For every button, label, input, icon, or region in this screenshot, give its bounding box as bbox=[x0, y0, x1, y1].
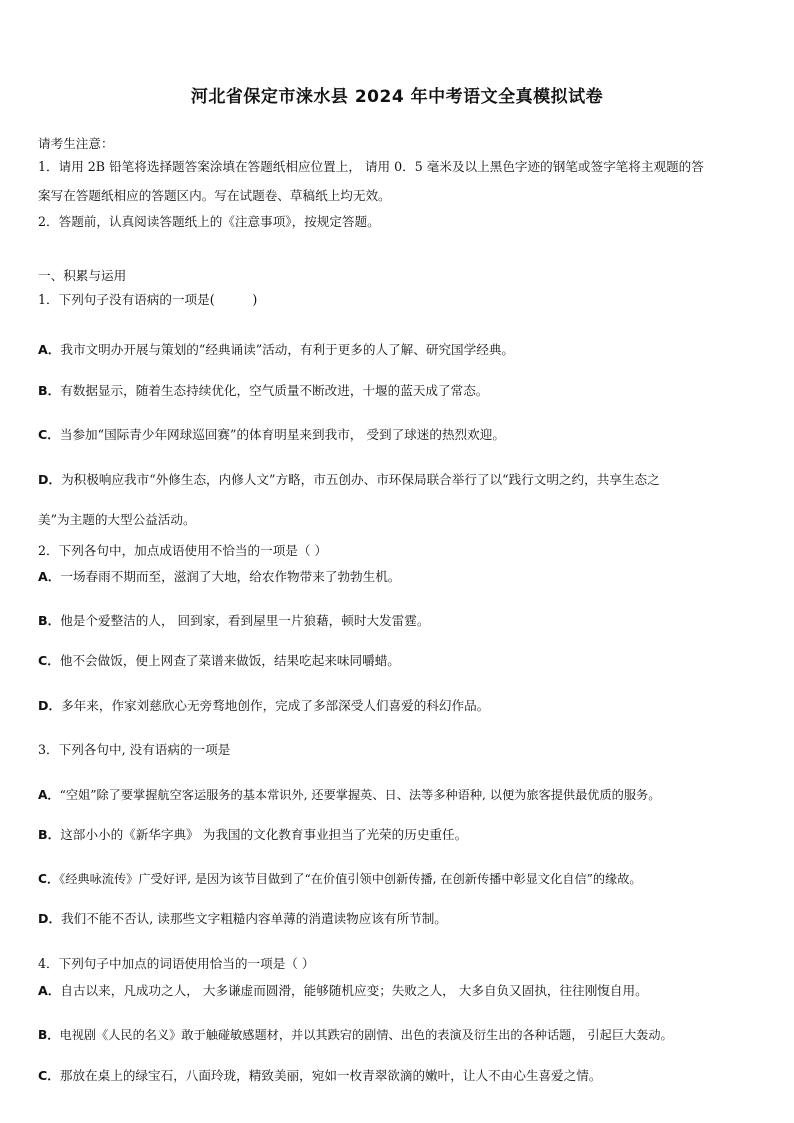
question-4-option-c bbox=[38, 1068, 601, 1084]
question-1-stem: 1．下列句子没有语病的一项是( ) bbox=[38, 292, 258, 307]
option-letter: A． bbox=[38, 569, 61, 584]
question-4-option-a bbox=[38, 983, 648, 999]
option-text: 一场春雨不期而至，滋润了大地，给农作物带来了勃勃生机。 bbox=[60, 569, 401, 584]
question-1-option-d-continued: 美”为主题的大型公益活动。 bbox=[38, 512, 196, 527]
question-2-stem: 2．下列各句中，加点成语使用不恰当的一项是（ ） bbox=[38, 543, 328, 558]
option-letter: B． bbox=[38, 1028, 60, 1042]
notice-item-2: 2．答题前，认真阅读答题纸上的《注意事项》，按规定答题。 bbox=[38, 214, 380, 229]
section-heading: 一、积累与运用 bbox=[38, 268, 127, 283]
question-1-option-d bbox=[38, 472, 660, 488]
option-text: 多年来，作家刘慈欣心无旁骛地创作，完成了多部深受人们喜爱的科幻作品。 bbox=[61, 698, 490, 713]
option-text: 我市文明办开展与策划的“经典诵读”活动，有利于更多的人了解、研究国学经典。 bbox=[60, 342, 515, 357]
option-letter: C． bbox=[38, 653, 60, 668]
option-text: 那放在桌上的绿宝石，八面玲珑，精致美丽，宛如一枚青翠欲滴的嫩叶，让人不由心生喜爱之情。 bbox=[59, 1068, 602, 1083]
notice-heading: 请考生注意： bbox=[38, 136, 114, 151]
question-1-option-c bbox=[38, 427, 505, 443]
question-3-option-a bbox=[38, 787, 660, 803]
question-1-option-a bbox=[38, 342, 514, 358]
question-3-stem: 3．下列各句中, 没有语病的一项是 bbox=[38, 742, 231, 757]
question-3-option-d bbox=[38, 911, 447, 927]
question-4-option-b bbox=[38, 1027, 673, 1043]
question-2-option-d bbox=[38, 698, 489, 714]
option-letter: A． bbox=[38, 983, 61, 998]
option-text: 这部小小的《新华字典》 为我国的文化教育事业担当了光荣的历史重任。 bbox=[60, 827, 468, 842]
option-text: “空姐”除了要掌握航空客运服务的基本常识外, 还要掌握英、日、法等多种语种, 以便为旅客提供最优质的服务。 bbox=[59, 788, 661, 802]
question-1-option-b bbox=[38, 383, 488, 399]
option-letter: C． bbox=[38, 1068, 60, 1083]
option-text: 为积极响应我市“外修生态，内修人文”方略，市五创办、市环保局联合举行了以“践行文明之约，共享生态之 bbox=[61, 472, 660, 487]
option-letter: C． bbox=[38, 427, 60, 442]
question-2-option-a bbox=[38, 569, 400, 585]
option-letter: B． bbox=[38, 613, 61, 628]
option-text: 他不会做饭，便上网查了菜谱来做饭，结果吃起来味同嚼蜡。 bbox=[59, 653, 400, 668]
question-4-stem: 4．下列句子中加点的词语使用恰当的一项是（ ） bbox=[38, 956, 315, 971]
question-3-option-c bbox=[38, 871, 642, 887]
option-text: 自古以来，凡成功之人， 大多谦虚而圆滑，能够随机应变；失败之人， 大多自负又固执，往往刚愎自用。 bbox=[60, 983, 648, 998]
page-title: 河北省保定市涞水县 2024 年中考语文全真模拟试卷 bbox=[190, 87, 604, 107]
question-2-option-c bbox=[38, 653, 400, 669]
option-letter: D． bbox=[38, 698, 62, 713]
option-letter: A． bbox=[38, 788, 60, 802]
option-letter: C． bbox=[38, 872, 60, 886]
option-text: 他是个爱整洁的人， 回到家，看到屋里一片狼藉，顿时大发雷霆。 bbox=[60, 613, 430, 628]
option-text: 有数据显示，随着生态持续优化，空气质量不断改进，十堰的蓝天成了常态。 bbox=[60, 383, 489, 398]
notice-item-1-line-2: 案写在答题纸相应的答题区内。写在试题卷、草稿纸上均无效。 bbox=[38, 188, 391, 203]
question-2-option-b bbox=[38, 613, 429, 629]
option-letter: D． bbox=[38, 911, 62, 926]
option-letter: B． bbox=[38, 383, 61, 398]
option-letter: B． bbox=[38, 827, 61, 842]
notice-item-1-line-1: 1．请用 2B 铅笔将选择题答案涂填在答题纸相应位置上， 请用 0．5 毫米及以上黑色字迹的钢笔或签字笔将主观题的答 bbox=[38, 159, 704, 174]
option-letter: D． bbox=[38, 472, 62, 487]
option-text: 我们不能不否认, 读那些文字粗糙内容单薄的消遣读物应该有所节制。 bbox=[61, 911, 447, 926]
option-text: 电视剧《人民的名义》敢于触碰敏感题材，并以其跌宕的剧情、出色的表演及衍生出的各种话题， 引起巨大轰动。 bbox=[59, 1028, 673, 1042]
option-letter: A． bbox=[38, 342, 61, 357]
option-text: 当参加“国际青少年网球巡回赛”的体育明星来到我市， 受到了球迷的热烈欢迎。 bbox=[59, 427, 505, 442]
question-3-option-b bbox=[38, 827, 467, 843]
option-text: 《经典咏流传》广受好评, 是因为该节目做到了“在价值引领中创新传播, 在创新传播中彰显文化自信”的缘故。 bbox=[59, 872, 642, 886]
